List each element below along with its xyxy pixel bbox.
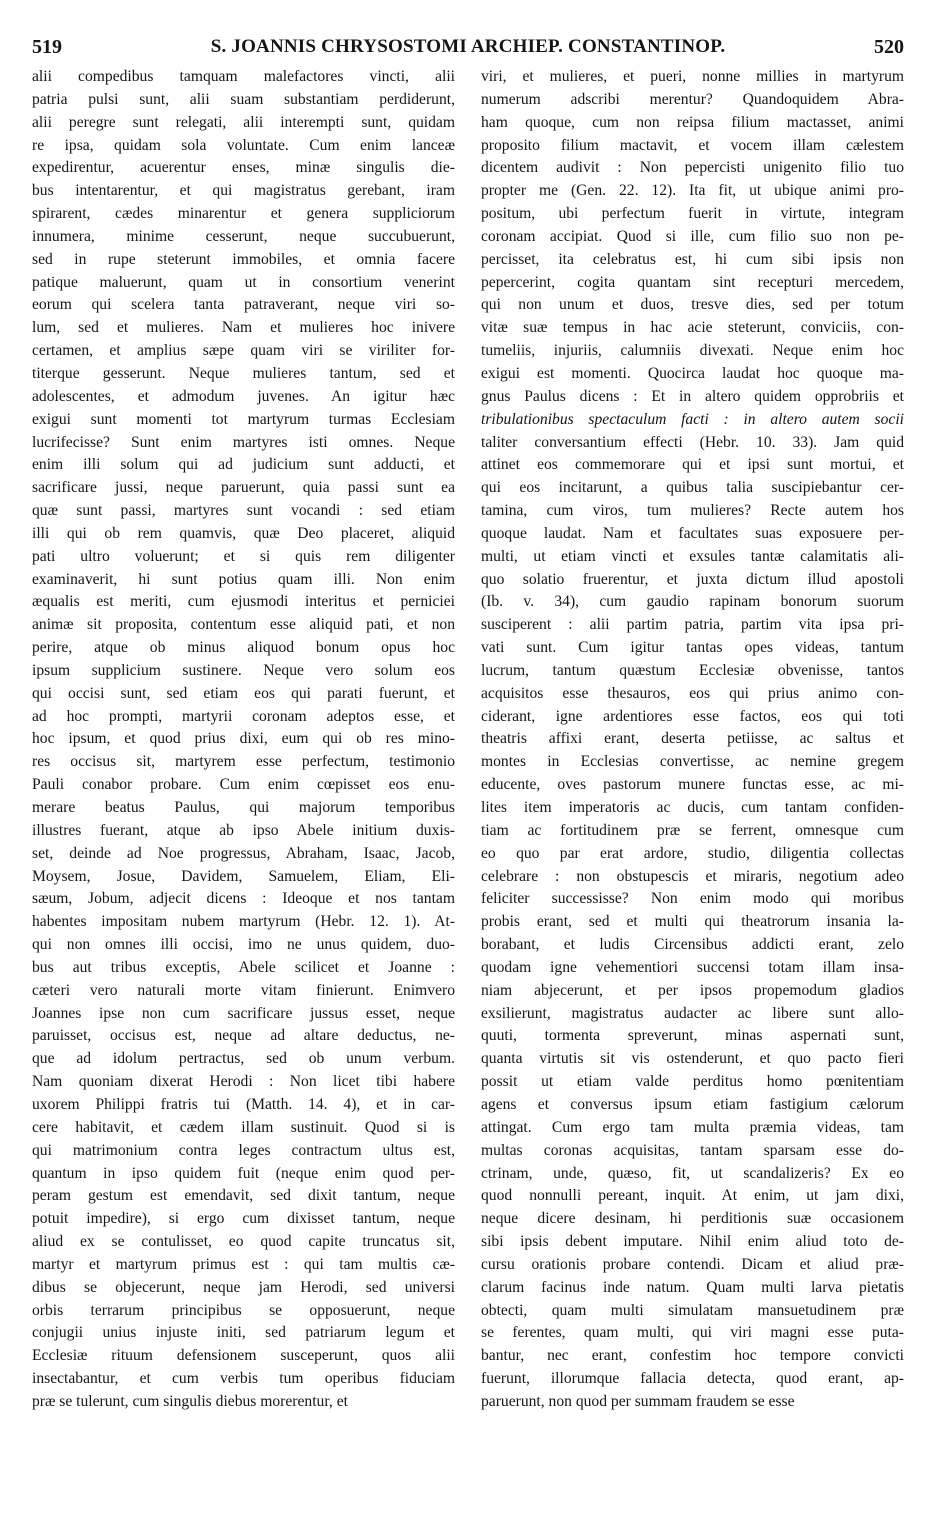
- page-number-left: 519: [32, 36, 62, 58]
- text-line: ctrinam, unde, quæso, fit, ut scandalizeris? Ex eo: [481, 1164, 904, 1182]
- page-number-right: 520: [874, 36, 904, 58]
- text-line: hoc ipsum, et quod prius dixi, eum qui ob res mino-: [32, 730, 455, 748]
- text-line: eo quo par erat ardore, studio, diligentia collectas: [481, 844, 904, 862]
- text-line: qui matrimonium contra leges contractum ultus est,: [32, 1141, 455, 1159]
- text-line: borabant, et ludis Circensibus addicti erant, zelo: [481, 936, 904, 954]
- text-line: quuti, tormenta spreverunt, minas aspernati sunt,: [481, 1027, 904, 1045]
- text-line: possit ut etiam valde perditus homo pœnitentiam: [481, 1073, 904, 1091]
- text-line: habentes impositam nubem martyrum (Hebr. 12. 1). At-: [32, 913, 455, 931]
- text-line: susciperent : alii partim patria, partim vita ipsa pri-: [481, 616, 904, 634]
- text-line: re ipsa, quidam sola voluntate. Cum enim lanceæ: [32, 136, 455, 154]
- text-line: quæ sunt passi, martyres sunt vocandi : sed etiam: [32, 502, 455, 520]
- text-line: attinet eos commemorare qui et ipsi sunt mortui, et: [481, 456, 904, 474]
- text-line: certamen, et amplius sæpe quam viri se viriliter for-: [32, 342, 455, 360]
- text-line: tribulationibus spectaculum facti : in altero autem socii: [481, 410, 904, 428]
- text-line: ham quoque, cum non reipsa filium mactasset, animi: [481, 113, 904, 131]
- text-line: sæum, Jobum, adjecit dicens : Ideoque et nos tantam: [32, 890, 455, 908]
- text-line: bantur, nec erant, confestim hoc tempore convicti: [481, 1347, 904, 1365]
- text-line: gnus Paulus dicens : Et in altero quidem opprobriis et: [481, 387, 904, 405]
- text-line: adolescentes, et admodum juvenes. An igitur hæc: [32, 387, 455, 405]
- text-line: Moysem, Josue, Davidem, Samuelem, Eliam, Eli-: [32, 867, 455, 885]
- text-line: set, deinde ad Noe progressus, Abraham, Isaac, Jacob,: [32, 844, 455, 862]
- text-line: qui eos incitarunt, a quibus talia suscipiebantur cer-: [481, 479, 904, 497]
- text-line: que ad idolum pertractus, sed ob unum verbum.: [32, 1050, 455, 1068]
- text-line: patria pulsi sunt, alii suam substantiam perdiderunt,: [32, 90, 455, 108]
- text-line: enim illi solum qui ad judicium sunt adducti, et: [32, 456, 455, 474]
- text-line: acquisitos esse thesauros, eos qui prius animo con-: [481, 684, 904, 702]
- right-text-column: [481, 66, 904, 1414]
- text-line: Nam quoniam dixerat Herodi : Non licet tibi habere: [32, 1073, 455, 1091]
- text-line: quod nonnulli pereant, inquit. At enim, ut jam dixi,: [481, 1187, 904, 1205]
- text-line: lucrum, tantum quæstum Ecclesiæ obvenisse, tantos: [481, 661, 904, 679]
- text-line: vitæ suæ tempus in hac acie steterunt, conviciis, con-: [481, 319, 904, 337]
- text-line: dibus se objecerunt, neque jam Herodi, sed universi: [32, 1278, 455, 1296]
- text-line: pati ultro voluerunt; et si quis rem diligenter: [32, 547, 455, 565]
- text-line: sibi ipsis debent imputare. Nihil enim aliud toto de-: [481, 1233, 904, 1251]
- text-line: quo solatio fruerentur, et juxta dictum illud apostoli: [481, 570, 904, 588]
- text-line: orbis terrarum principibus se opposuerunt, neque: [32, 1301, 455, 1319]
- text-line: exigui est momenti. Quocirca laudat hoc quoque ma-: [481, 364, 904, 382]
- text-line: æqualis est meriti, cum ejusmodi interitus et perniciei: [32, 593, 455, 611]
- text-line: montes in Ecclesias convertisse, ac nemine gregem: [481, 753, 904, 771]
- text-line: paruisset, occisus est, neque ad altare deductus, ne-: [32, 1027, 455, 1045]
- text-line: titerque gesserunt. Neque mulieres tantum, sed et: [32, 364, 455, 382]
- text-line: clarum facinus inde natum. Quam multi larva pietatis: [481, 1278, 904, 1296]
- text-line: qui non unum et duos, tresve dies, sed per totum: [481, 296, 904, 314]
- text-line: alii compedibus tamquam malefactores vincti, alii: [32, 68, 455, 85]
- text-line: conjugii unius injuste initi, sed patriarum legum et: [32, 1324, 455, 1342]
- text-line: potuit impedire), si ergo cum dixisset tantum, neque: [32, 1210, 455, 1228]
- text-line: ad hoc prompti, martyrii coronam adeptos esse, et: [32, 707, 455, 725]
- text-line: celebrare : non obstupescis et miraris, negotium adeo: [481, 867, 904, 885]
- text-line: fuerunt, illorumque fallacia detecta, quod erant, ap-: [481, 1370, 904, 1388]
- text-line: eorum qui scelera tanta patraverant, neque viri so-: [32, 296, 455, 314]
- text-line: feliciter successisse? Non enim modo qui moribus: [481, 890, 904, 908]
- text-line: theatris affixi erant, deserta petiisse, ac saltus et: [481, 730, 904, 748]
- text-line: se ferentes, quam multi, qui viri magni esse puta-: [481, 1324, 904, 1342]
- text-line: sacrificare jussi, neque paruerunt, quia passi sunt ea: [32, 479, 455, 497]
- running-title: S. JOANNIS CHRYSOSTOMI ARCHIEP. CONSTANTINOP.: [210, 36, 726, 57]
- text-line: quoque laudat. Nam et facultates suas exposuere per-: [481, 524, 904, 542]
- text-line: res occisus sit, martyrem esse perfectum, testimonio: [32, 753, 455, 771]
- text-line: patique maluerunt, quam ut in consortium venerint: [32, 273, 455, 291]
- text-line: illustres fuerant, atque ab ipso Abele initium duxis-: [32, 821, 455, 839]
- text-line: Joannes ipse non cum sacrificare jussus esset, neque: [32, 1004, 455, 1022]
- text-line: Ecclesiæ rituum defensionem susceperunt, quos alii: [32, 1347, 455, 1365]
- text-line: ipsum supplicium sustinere. Neque vero solum eos: [32, 661, 455, 679]
- text-line: exigui sunt momenti tot martyrum turmas Ecclesiam: [32, 410, 455, 428]
- text-line: uxorem Philippi fratris tui (Matth. 14. 4), et in car-: [32, 1095, 455, 1113]
- text-line: sed in rupe steterunt immobiles, et omnia facere: [32, 250, 455, 268]
- text-line: quantum in ipso quidem fuit (neque enim quod per-: [32, 1164, 455, 1182]
- text-line: tamina, cum viros, tum mulieres? Recte autem hos: [481, 502, 904, 520]
- text-line: exsilierunt, magistratus audacter ac libere sunt allo-: [481, 1004, 904, 1022]
- text-line: spirarent, cædes minarentur et genera suppliciorum: [32, 205, 455, 223]
- text-line: multi, ut etiam vincti et exsules tantæ calamitatis ali-: [481, 547, 904, 565]
- text-line: expedirentur, acuerentur enses, minæ singulis die-: [32, 159, 455, 177]
- text-line: ciderant, igne ardentiores esse factos, eos qui toti: [481, 707, 904, 725]
- text-line: taliter conversantium effecti (Hebr. 10. 33). Jam quid: [481, 433, 904, 451]
- text-line: neque dicere desinam, hi perditionis suæ occasionem: [481, 1210, 904, 1228]
- text-line: tumeliis, injuriis, calumniis divexati. Neque enim hoc: [481, 342, 904, 360]
- text-line: positum, ubi perfectum fuerit in virtute, integram: [481, 205, 904, 223]
- text-line: obtecti, quam multi simulatam mansuetudinem præ: [481, 1301, 904, 1319]
- text-line: peram gestum est emendavit, sed dixit tantum, neque: [32, 1187, 455, 1205]
- text-line: Pauli conabor probare. Cum enim cœpisset eos enu-: [32, 776, 455, 794]
- text-line: animæ sit proposita, contentum esse aliquid pati, et non: [32, 616, 455, 634]
- text-line: agens et conversus ipsum etiam fastigium cælorum: [481, 1095, 904, 1113]
- text-line: lum, sed et mulieres. Nam et mulieres hoc inivere: [32, 319, 455, 337]
- text-line: cæteri vero naturali morte vitam finierunt. Enimvero: [32, 981, 455, 999]
- text-line: coronam accipiat. Quod si ille, cum filio suo non pe-: [481, 227, 904, 245]
- text-line: multas coronas acquisitas, tantam sparsam esse do-: [481, 1141, 904, 1159]
- text-line: tiam ac fortitudinem præ se ferrent, omnesque cum: [481, 821, 904, 839]
- text-line: quodam igne vehementiori succensi totam illam insa-: [481, 958, 904, 976]
- text-line: percisset, ita celebratus est, hi cum sibi ipsis non: [481, 250, 904, 268]
- text-line: innumera, minime cesserunt, neque succubuerunt,: [32, 227, 455, 245]
- text-line: qui occisi sunt, sed etiam eos qui parati fuerunt, et: [32, 684, 455, 702]
- text-line: (Ib. v. 34), cum gaudio rapinam bonorum suorum: [481, 593, 904, 611]
- left-text-column: [32, 66, 455, 1414]
- text-line: pepercerint, cogita quantam sint recepturi mercedem,: [481, 273, 904, 291]
- text-line: bus aut tribus exceptis, Abele scilicet et Joanne :: [32, 958, 455, 976]
- text-line: numerum adscribi merentur? Quandoquidem Abra-: [481, 90, 904, 108]
- text-line: propter me (Gen. 22. 12). Ita fit, ut ubique animi pro-: [481, 182, 904, 200]
- text-line: vati sunt. Cum igitur tantas opes videas, tantum: [481, 639, 904, 657]
- text-line: lucrifecisse? Sunt enim martyres isti omnes. Neque: [32, 433, 455, 451]
- text-line: examinaverit, hi sunt potius quam illi. Non enim: [32, 570, 455, 588]
- running-header: [30, 36, 906, 64]
- text-line: niam abjecerunt, et per ipsos propemodum gladios: [481, 981, 904, 999]
- text-line: probis erant, sed et multi qui theatrorum insania la-: [481, 913, 904, 931]
- text-line: quanta virtutis sit vis ostenderunt, et quo pacto fieri: [481, 1050, 904, 1068]
- text-line: cursu orationis probare contendi. Dicam et aliud præ-: [481, 1255, 904, 1273]
- text-line: dicentem audivit : Non pepercisti unigenito filio tuo: [481, 159, 904, 177]
- text-line: alii peregre sunt relegati, alii interempti sunt, quidam: [32, 113, 455, 131]
- text-line: bus intentarentur, et qui magistratus gerebant, iram: [32, 182, 455, 200]
- text-line: aliud ex se contulisset, eo quod capite truncatus sit,: [32, 1233, 455, 1251]
- text-line: paruerunt, non quod per summam fraudem se esse: [481, 1392, 795, 1410]
- text-line: martyr et martyrum primus est : qui tam multis cæ-: [32, 1255, 455, 1273]
- text-line: præ se tulerunt, cum singulis diebus morerentur, et: [32, 1392, 348, 1410]
- text-line: merare beatus Paulus, qui majorum temporibus: [32, 799, 455, 816]
- text-line: educente, oves pastorum munere functas esse, ac mi-: [481, 776, 904, 794]
- text-line: illi qui ob rem quamvis, quæ Deo placeret, aliquid: [32, 524, 455, 542]
- text-line: cere habitavit, et cædem illam sustinuit. Quod si is: [32, 1118, 455, 1136]
- text-line: qui non omnes illi occisi, imo ne unus quidem, duo-: [32, 936, 455, 954]
- text-line: proposito filium mactavit, et vocem illam cælestem: [481, 136, 904, 154]
- text-line: perire, atque ob minus aliquod bonum opus hoc: [32, 639, 455, 657]
- text-line: viri, et mulieres, et pueri, nonne millies in martyrum: [481, 68, 904, 85]
- text-line: attingat. Cum ergo tam multa præmia videas, tam: [481, 1118, 904, 1136]
- text-line: lites item imperatoris ac ducis, cum tantam confiden-: [481, 799, 904, 816]
- text-line: insectabantur, et cum verbis tum operibus fiduciam: [32, 1370, 455, 1388]
